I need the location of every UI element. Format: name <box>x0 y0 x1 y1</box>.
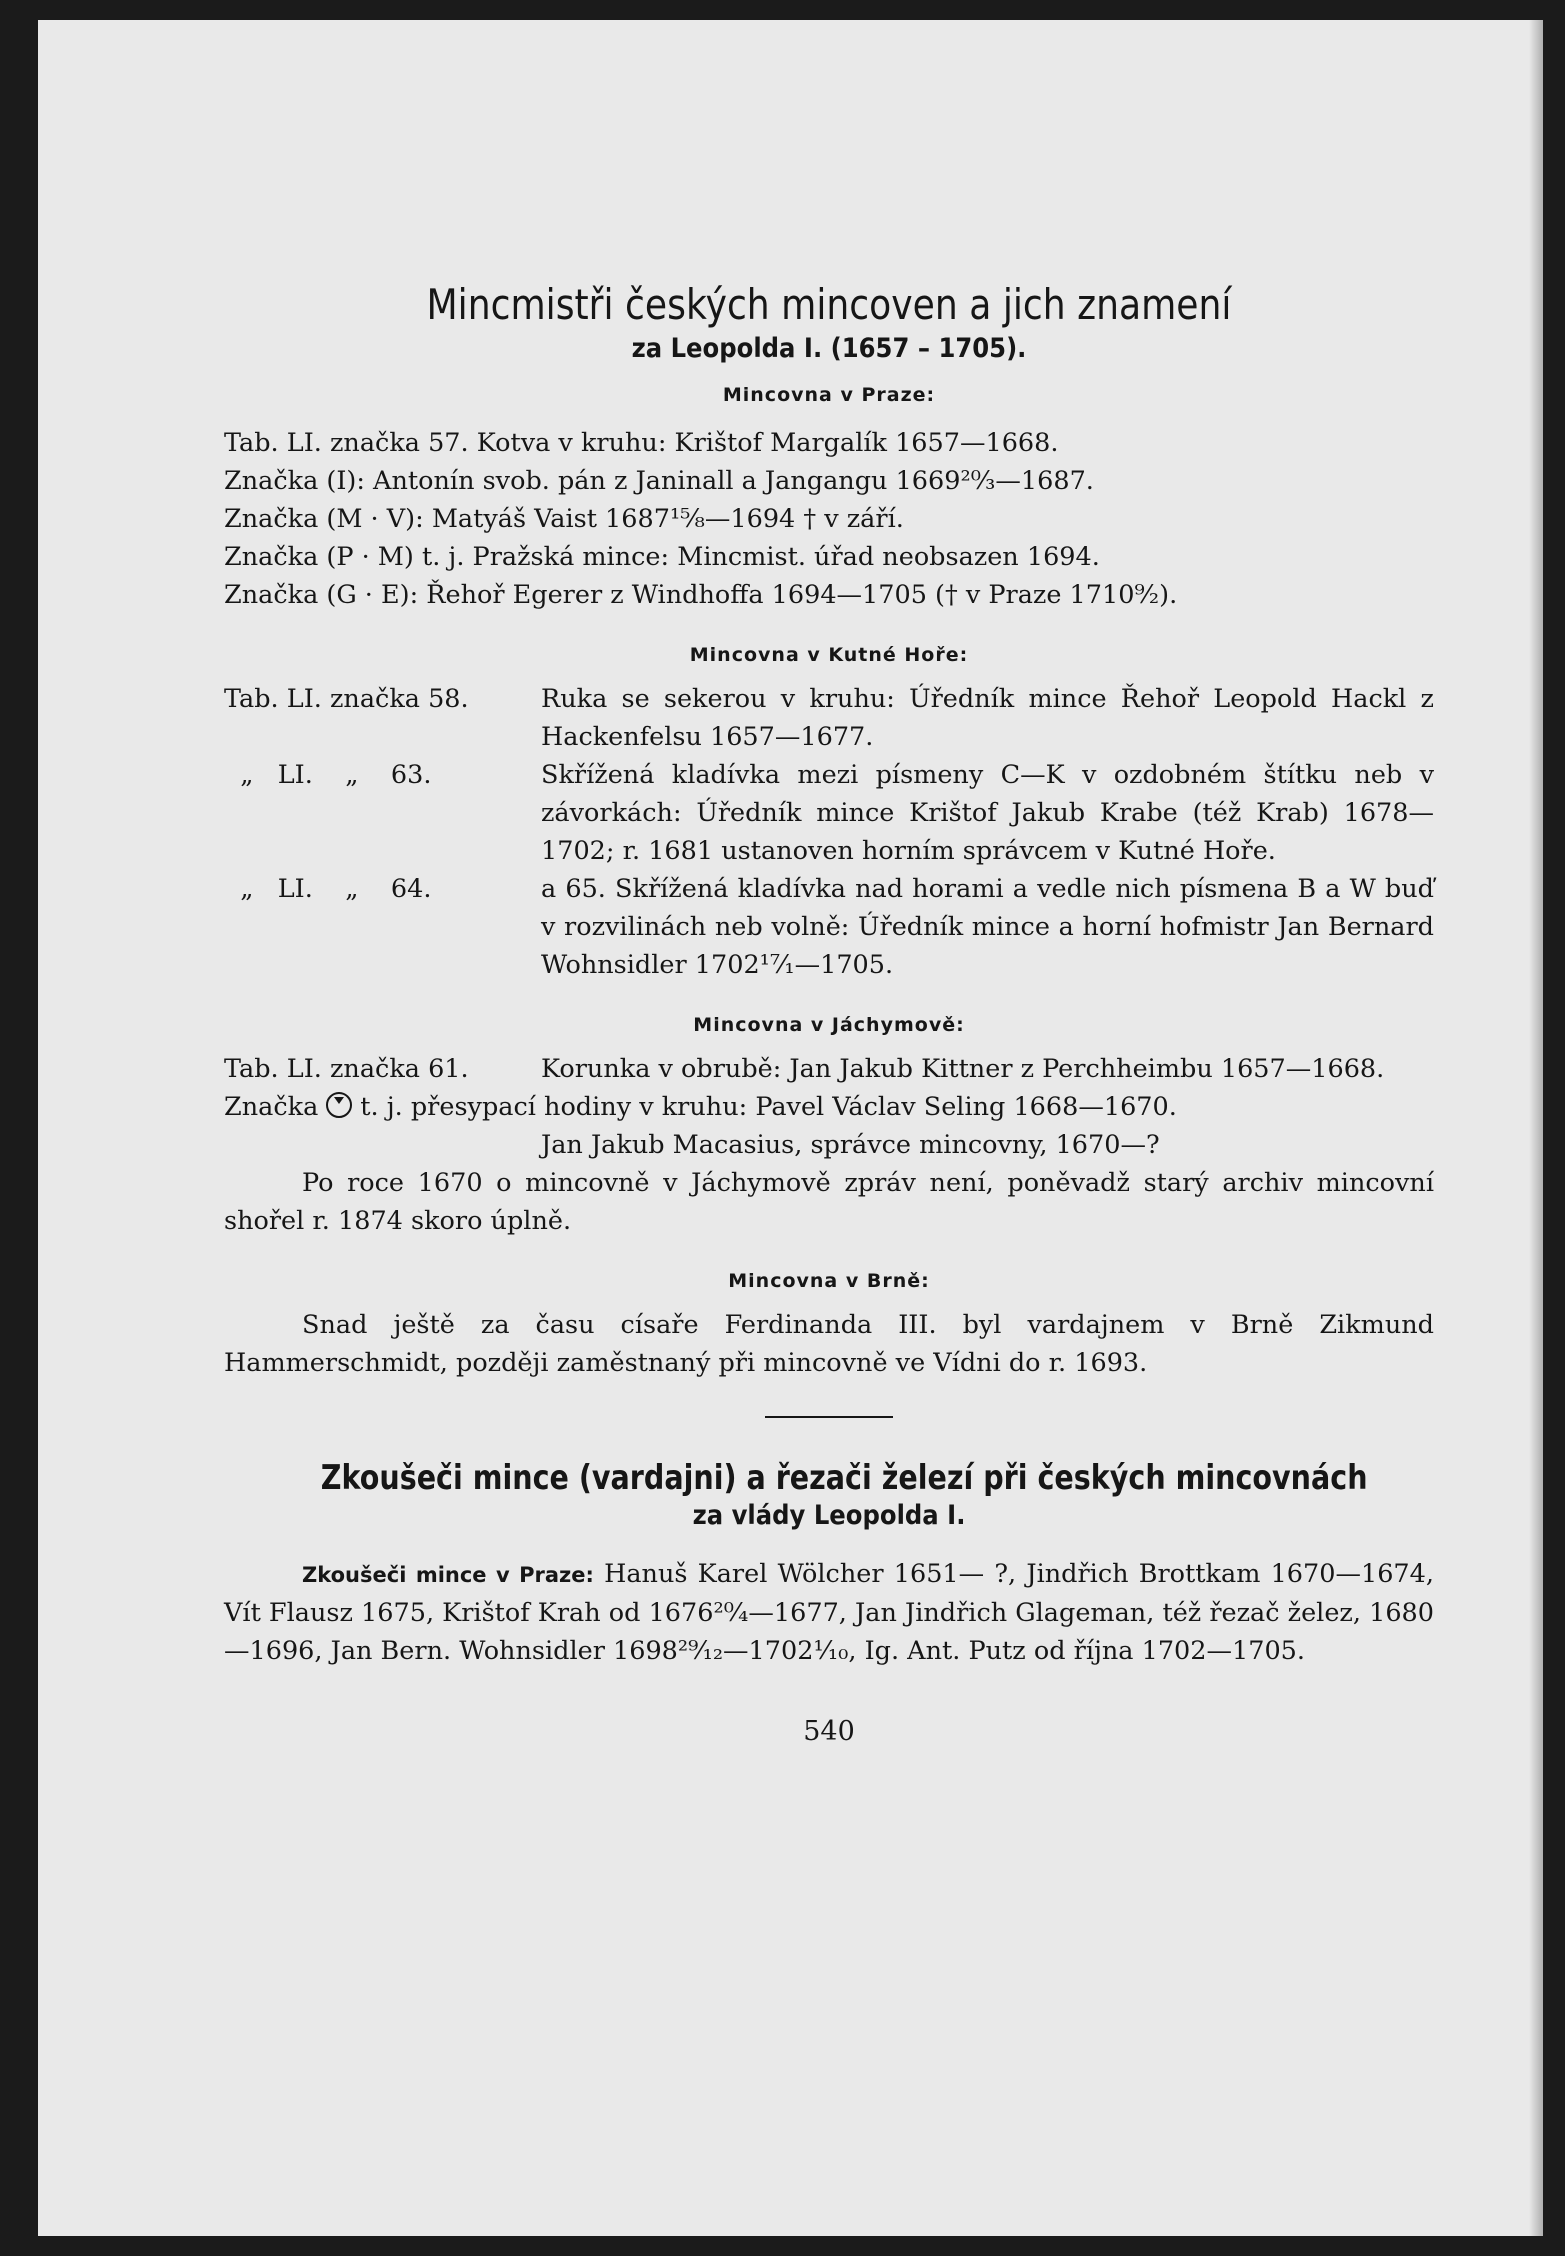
main-subtitle: za Leopolda I. (1657 – 1705). <box>631 333 1027 364</box>
section-heading-brno: Mincovna v Brně: <box>728 1270 930 1292</box>
entry-label: „ LI. „ 64. <box>224 874 432 904</box>
kutna-hora-entry <box>224 756 1434 870</box>
page-edge-shadow <box>1529 20 1543 2236</box>
jachymov-entry <box>224 1050 1434 1088</box>
page-number: 540 <box>803 1716 855 1747</box>
entry-text: Skřížená kladívka mezi písmeny C—K v ozdobném štítku neb v závorkách: Úředník mince Krištof Jakub Krabe (též Krab) 1678—1702; r. 1681 ustanoven horním správcem v Kutné Hoře. <box>541 760 1434 866</box>
entry-text: Ruka se sekerou v kruhu: Úředník mince Řehoř Leopold Hackl z Hackenfelsu 1657—1677. <box>541 684 1434 752</box>
praha-line: Značka (M · V): Matyáš Vaist 1687¹⁵⁄₈—1694 † v září. <box>224 504 904 534</box>
kutna-hora-entry <box>224 680 1434 756</box>
praha-line: Značka (G · E): Řehoř Egerer z Windhoffa 1694—1705 († v Praze 1710⁹⁄₂). <box>224 580 1178 610</box>
section-heading-jachymov: Mincovna v Jáchymově: <box>693 1014 965 1036</box>
jachymov-sign-line <box>224 1088 1434 1126</box>
section-heading-kutna-hora: Mincovna v Kutné Hoře: <box>689 644 969 666</box>
final-paragraph <box>224 1555 1434 1670</box>
entry-label: Tab. LI. značka 61. <box>224 1054 469 1084</box>
page-content <box>224 280 1434 1747</box>
hourglass-mark-icon <box>326 1092 352 1118</box>
section-heading-praha: Mincovna v Praze: <box>722 384 936 406</box>
second-subtitle: za vlády Leopolda I. <box>692 1500 966 1531</box>
final-lead: Zkoušeči mince v Praze: <box>302 1563 594 1587</box>
brno-paragraph: Snad ještě za času císaře Ferdinanda III. byl vardajnem v Brně Zikmund Hammerschmidt, později zaměstnaný při mincovně ve Vídni do r. 1693. <box>224 1310 1434 1378</box>
entry-label: „ LI. „ 63. <box>224 760 432 790</box>
entry-label: Tab. LI. značka 58. <box>224 684 469 714</box>
jachymov-sign-line-2: Jan Jakub Macasius, správce mincovny, 1670—? <box>541 1130 1160 1160</box>
main-title: Mincmistři českých mincoven a jich znamení <box>426 280 1232 329</box>
entry-text: Korunka v obrubě: Jan Jakub Kittner z Perchheimbu 1657—1668. <box>541 1054 1385 1084</box>
sign-text: t. j. přesypací hodiny v kruhu: Pavel Václav Seling 1668—1670. <box>360 1092 1177 1122</box>
entry-text: a 65. Skřížená kladívka nad horami a vedle nich písmena B a W buď v rozvilinách neb volně: Úředník mince a horní hofmistr Jan Bernard Wohnsidler 1702¹⁷⁄₁—1705. <box>541 874 1434 980</box>
final-text: Hanuš Karel Wölcher 1651— ?, Jindřich Brottkam 1670—1674, Vít Flausz 1675, Krištof Krah od 1676²⁰⁄₄—1677, Jan Jindřich Glageman, též řezač želez, 1680—1696, Jan Bern. Wohnsidler 1698²⁹⁄₁₂—1702¹⁄₁₀, Ig. Ant. Putz od října 1702—1705. <box>224 1559 1434 1666</box>
section-divider <box>765 1416 893 1418</box>
kutna-hora-entry <box>224 870 1434 984</box>
sign-prefix: Značka <box>224 1092 319 1122</box>
praha-line: Značka (I): Antonín svob. pán z Janinall a Jangangu 1669²⁰⁄₃—1687. <box>224 466 1094 496</box>
jachymov-paragraph: Po roce 1670 o mincovně v Jáchymově zpráv není, poněvadž starý archiv mincovní shořel r. 1874 skoro úplně. <box>224 1168 1434 1236</box>
praha-line: Tab. LI. značka 57. Kotva v kruhu: Krištof Margalík 1657—1668. <box>224 428 1059 458</box>
document-page <box>38 20 1543 2236</box>
praha-line: Značka (P · M) t. j. Pražská mince: Mincmist. úřad neobsazen 1694. <box>224 542 1100 572</box>
second-title: Zkoušeči mince (vardajni) a řezači železí při českých mincovnách <box>320 1458 1368 1498</box>
